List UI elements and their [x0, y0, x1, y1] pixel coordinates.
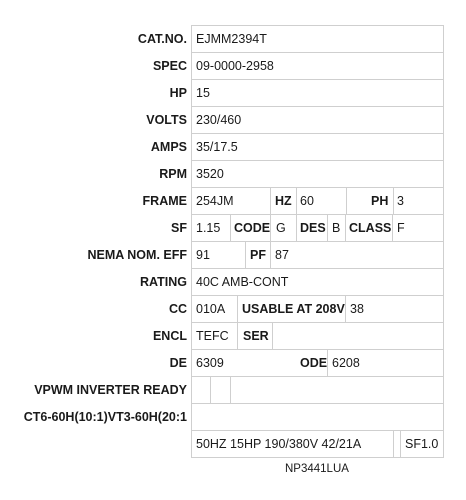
usable-at-208v-label: USABLE AT 208V — [242, 302, 345, 316]
usable-at-208v-value: 38 — [350, 302, 364, 316]
class-value: F — [397, 221, 405, 235]
spec-value: 09-0000-2958 — [196, 59, 274, 73]
part-number: NP3441LUA — [285, 463, 349, 475]
ode-value: 6208 — [332, 356, 360, 370]
grid-line — [191, 268, 444, 269]
grid-line — [296, 187, 297, 214]
grid-line — [230, 376, 231, 403]
alt-rating-value: 50HZ 15HP 190/380V 42/21A — [196, 437, 362, 451]
grid-line — [191, 79, 444, 80]
grid-line — [191, 241, 444, 242]
grid-line — [191, 214, 444, 215]
hz-value: 60 — [300, 194, 314, 208]
nema-eff-label: NEMA NOM. EFF — [87, 248, 187, 262]
cat-no-value: EJMM2394T — [196, 32, 267, 46]
sf-value: 1.15 — [196, 221, 221, 235]
des-label: DES — [300, 221, 326, 235]
encl-value: TEFC — [196, 329, 229, 343]
rpm-label: RPM — [159, 167, 187, 181]
grid-line — [237, 295, 238, 322]
grid-line — [210, 376, 211, 403]
de-value: 6309 — [196, 356, 224, 370]
ct-rating-label: CT6-60H(10:1)VT3-60H(20:1 — [23, 410, 187, 424]
cc-label: CC — [168, 302, 187, 316]
rpm-value: 3520 — [196, 167, 224, 181]
ser-label: SER — [243, 329, 269, 343]
grid-line — [191, 25, 192, 457]
ode-label: ODE — [300, 356, 328, 370]
code-label: CODE — [234, 221, 271, 235]
encl-label: ENCL — [152, 329, 187, 343]
grid-line — [345, 214, 346, 241]
cat-no-label: CAT.NO. — [137, 32, 187, 46]
grid-line — [191, 322, 444, 323]
grid-line — [270, 241, 271, 268]
grid-line — [191, 133, 444, 134]
grid-line — [270, 187, 271, 214]
grid-line — [191, 160, 444, 161]
grid-line — [345, 295, 346, 322]
grid-line — [400, 430, 401, 457]
grid-line — [296, 214, 297, 241]
grid-line — [270, 214, 271, 241]
sf-label: SF — [171, 221, 187, 235]
alt-sf-value: SF1.0 — [405, 437, 439, 451]
pf-label: PF — [250, 248, 266, 262]
grid-line — [191, 25, 444, 26]
grid-line — [327, 349, 328, 376]
rating-label: RATING — [140, 275, 187, 289]
des-value: B — [332, 221, 341, 235]
grid-line — [272, 322, 273, 349]
grid-line — [191, 295, 444, 296]
frame-value: 254JM — [196, 194, 234, 208]
amps-value: 35/17.5 — [196, 140, 238, 154]
hz-label: HZ — [275, 194, 292, 208]
grid-line — [393, 430, 394, 457]
grid-line — [237, 322, 238, 349]
amps-label: AMPS — [150, 140, 187, 154]
grid-line — [191, 430, 444, 431]
grid-line — [327, 214, 328, 241]
code-value: G — [276, 221, 286, 235]
grid-line — [191, 52, 444, 53]
grid-line — [191, 187, 444, 188]
rating-value: 40C AMB-CONT — [196, 275, 289, 289]
hp-value: 15 — [196, 86, 210, 100]
grid-line — [245, 241, 246, 268]
ph-label: PH — [371, 194, 389, 208]
ph-value: 3 — [397, 194, 404, 208]
grid-line — [443, 25, 444, 457]
nema-eff-value: 91 — [196, 248, 210, 262]
grid-line — [191, 457, 444, 458]
volts-value: 230/460 — [196, 113, 242, 127]
grid-line — [191, 403, 444, 404]
class-label: CLASS — [349, 221, 392, 235]
grid-line — [191, 376, 444, 377]
grid-line — [392, 214, 393, 241]
frame-label: FRAME — [142, 194, 187, 208]
pf-value: 87 — [275, 248, 289, 262]
volts-label: VOLTS — [146, 113, 187, 127]
grid-line — [191, 349, 444, 350]
hp-label: HP — [169, 86, 187, 100]
spec-label: SPEC — [152, 59, 187, 73]
cc-value: 010A — [196, 302, 226, 316]
grid-line — [346, 187, 347, 214]
grid-line — [393, 187, 394, 214]
grid-line — [230, 214, 231, 241]
de-label: DE — [169, 356, 187, 370]
grid-line — [191, 106, 444, 107]
vpwm-inverter-ready-label: VPWM INVERTER READY — [34, 383, 187, 397]
